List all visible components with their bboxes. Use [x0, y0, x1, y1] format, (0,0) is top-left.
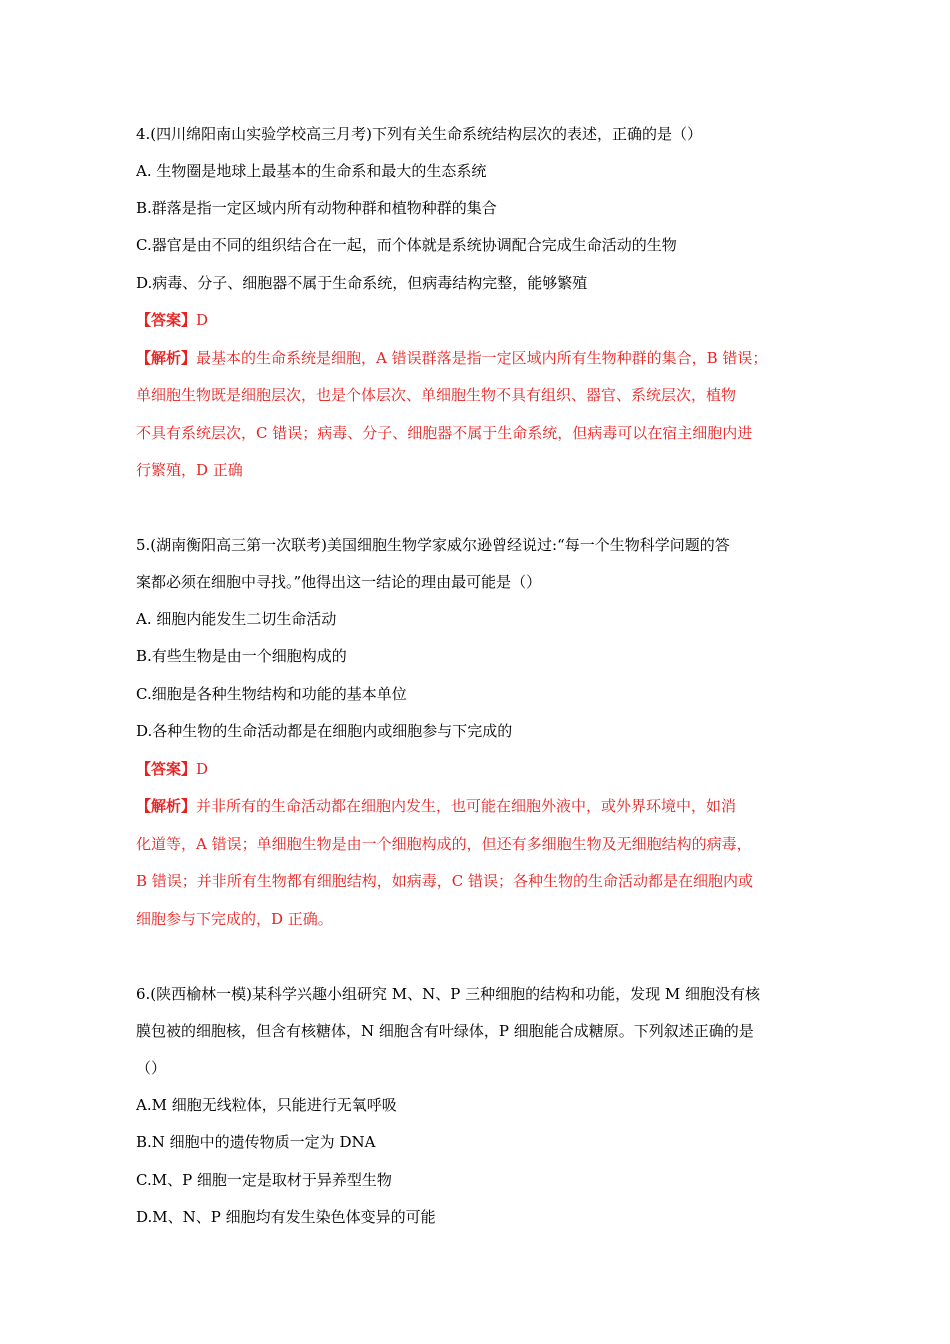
q6-option-c: C.M、P 细胞一定是取材于异养型生物 [136, 1171, 392, 1189]
q4-analysis-line-2: 单细胞生物既是细胞层次，也是个体层次、单细胞生物不具有组织、器官、系统层次，植物 [136, 386, 737, 404]
q5-analysis-text-1: 并非所有的生命活动都在细胞内发生，也可能在细胞外液中，或外界环境中，如消 [196, 797, 737, 815]
q5-option-b: B.有些生物是由一个细胞构成的 [136, 647, 347, 665]
q5-answer-tag: 【答案】 [136, 760, 197, 778]
q4-analysis-line-3: 不具有系统层次，C 错误；病毒、分子、细胞器不属于生命系统，但病毒可以在宿主细胞内进 [136, 424, 753, 442]
q5-stem-line-1: 5.(湖南衡阳高三第一次联考)美国细胞生物学家威尔逊曾经说过:“每一个生物科学问题的答 [136, 536, 730, 554]
q6-option-d: D.M、N、P 细胞均有发生染色体变异的可能 [136, 1208, 436, 1226]
q5-analysis-line-3: B 错误；并非所有生物都有细胞结构，如病毒，C 错误；各种生物的生命活动都是在细胞内或 [136, 872, 754, 890]
q5-answer-value: D [196, 760, 209, 778]
q5-analysis-tag: 【解析】 [136, 797, 197, 815]
q6-option-a: A.M 细胞无线粒体，只能进行无氧呼吸 [136, 1096, 397, 1114]
q4-analysis-text-1: 最基本的生命系统是细胞，A 错误群落是指一定区域内所有生物种群的集合，B 错误； [196, 349, 768, 367]
q4-option-c: C.器官是由不同的组织结合在一起，而个体就是系统协调配合完成生命活动的生物 [136, 236, 677, 254]
q4-analysis-tag: 【解析】 [136, 349, 197, 367]
q5-answer [136, 759, 818, 779]
q4-option-b: B.群落是指一定区域内所有动物种群和植物种群的集合 [136, 199, 497, 217]
q5-option-d: D.各种生物的生命活动都是在细胞内或细胞参与下完成的 [136, 722, 513, 740]
q5-option-c: C.细胞是各种生物结构和功能的基本单位 [136, 685, 407, 703]
q6-option-b: B.N 细胞中的遗传物质一定为 DNA [136, 1133, 376, 1151]
q4-option-d: D.病毒、分子、细胞器不属于生命系统，但病毒结构完整，能够繁殖 [136, 274, 588, 292]
q5-stem-line-2: 案都必须在细胞中寻找。”他得出这一结论的理由最可能是（） [136, 573, 542, 591]
q5-analysis-line-1 [136, 796, 818, 816]
q4-stem-line-1: 4.(四川绵阳南山实验学校高三月考)下列有关生命系统结构层次的表述，正确的是（） [136, 125, 703, 143]
q5-option-a: A. 细胞内能发生二切生命活动 [136, 610, 337, 628]
q6-stem-line-3: （） [136, 1059, 167, 1077]
q5-analysis-line-4: 细胞参与下完成的，D 正确。 [136, 910, 333, 928]
q4-answer-tag: 【答案】 [136, 311, 197, 329]
q6-stem-line-1: 6.(陕西榆林一模)某科学兴趣小组研究 M、N、P 三种细胞的结构和功能，发现 M 细胞没有核 [136, 985, 761, 1003]
q4-option-a: A. 生物圈是地球上最基本的生命系和最大的生态系统 [136, 162, 487, 180]
q4-answer-value: D [196, 311, 209, 329]
q4-analysis-line-1 [136, 348, 818, 368]
q4-analysis-line-4: 行繁殖，D 正确 [136, 461, 243, 479]
q5-analysis-line-2: 化道等，A 错误；单细胞生物是由一个细胞构成的，但还有多细胞生物及无细胞结构的病毒， [136, 835, 752, 853]
q4-answer [136, 310, 818, 330]
q6-stem-line-2: 膜包被的细胞核，但含有核糖体，N 细胞含有叶绿体，P 细胞能合成糖原。下列叙述正确的是 [136, 1022, 754, 1040]
